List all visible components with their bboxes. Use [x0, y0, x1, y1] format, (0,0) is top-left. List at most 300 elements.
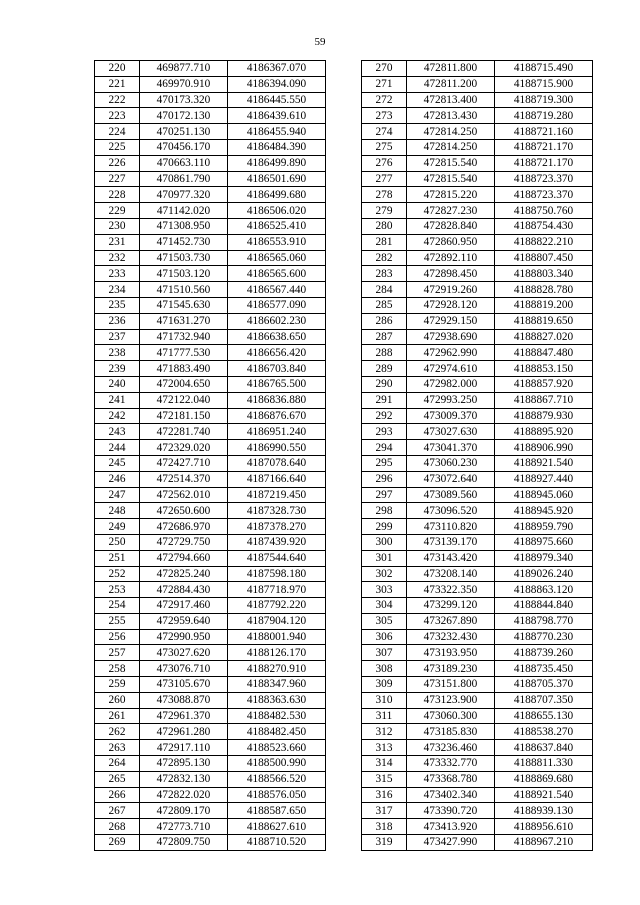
x-coordinate-cell: 472729.750 — [140, 534, 228, 550]
point-number-cell: 279 — [362, 203, 407, 219]
x-coordinate-cell: 472860.950 — [407, 234, 495, 250]
table-row — [362, 740, 593, 756]
table-row — [95, 92, 326, 108]
y-coordinate-cell: 4186638.650 — [228, 329, 326, 345]
x-coordinate-cell: 472832.130 — [140, 771, 228, 787]
y-coordinate-cell: 4188270.910 — [228, 661, 326, 677]
y-coordinate-cell: 4186565.600 — [228, 266, 326, 282]
y-coordinate-cell: 4187544.640 — [228, 550, 326, 566]
point-number-cell: 249 — [95, 519, 140, 535]
x-coordinate-cell: 471452.730 — [140, 234, 228, 250]
table-row — [362, 550, 593, 566]
point-number-cell: 261 — [95, 708, 140, 724]
y-coordinate-cell: 4187904.120 — [228, 613, 326, 629]
y-coordinate-cell: 4188867.710 — [495, 392, 593, 408]
point-number-cell: 242 — [95, 408, 140, 424]
y-coordinate-cell: 4187378.270 — [228, 519, 326, 535]
table-row — [95, 771, 326, 787]
x-coordinate-cell: 473193.950 — [407, 645, 495, 661]
y-coordinate-cell: 4188710.520 — [228, 835, 326, 851]
x-coordinate-cell: 472827.230 — [407, 203, 495, 219]
y-coordinate-cell: 4188853.150 — [495, 361, 593, 377]
x-coordinate-cell: 472959.640 — [140, 613, 228, 629]
table-row — [362, 282, 593, 298]
point-number-cell: 300 — [362, 534, 407, 550]
x-coordinate-cell: 472895.130 — [140, 756, 228, 772]
table-row — [362, 835, 593, 851]
table-row — [362, 708, 593, 724]
x-coordinate-cell: 472898.450 — [407, 266, 495, 282]
y-coordinate-cell: 4187166.640 — [228, 471, 326, 487]
y-coordinate-cell: 4188844.840 — [495, 598, 593, 614]
table-row — [362, 645, 593, 661]
y-coordinate-cell: 4186506.020 — [228, 203, 326, 219]
y-coordinate-cell: 4188945.060 — [495, 487, 593, 503]
y-coordinate-cell: 4186990.550 — [228, 440, 326, 456]
table-row — [95, 124, 326, 140]
table-row — [95, 819, 326, 835]
point-number-cell: 248 — [95, 503, 140, 519]
table-row — [95, 234, 326, 250]
table-row — [95, 645, 326, 661]
point-number-cell: 258 — [95, 661, 140, 677]
point-number-cell: 319 — [362, 835, 407, 851]
point-number-cell: 308 — [362, 661, 407, 677]
table-row — [362, 819, 593, 835]
point-number-cell: 231 — [95, 234, 140, 250]
point-number-cell: 239 — [95, 361, 140, 377]
table-row — [95, 376, 326, 392]
point-number-cell: 255 — [95, 613, 140, 629]
x-coordinate-cell: 471883.490 — [140, 361, 228, 377]
x-coordinate-cell: 472814.250 — [407, 124, 495, 140]
point-number-cell: 222 — [95, 92, 140, 108]
x-coordinate-cell: 473041.370 — [407, 440, 495, 456]
point-number-cell: 283 — [362, 266, 407, 282]
y-coordinate-cell: 4188723.370 — [495, 187, 593, 203]
y-coordinate-cell: 4186602.230 — [228, 313, 326, 329]
table-row — [362, 250, 593, 266]
point-number-cell: 257 — [95, 645, 140, 661]
point-number-cell: 302 — [362, 566, 407, 582]
table-row — [95, 266, 326, 282]
table-row — [95, 455, 326, 471]
point-number-cell: 270 — [362, 61, 407, 77]
y-coordinate-cell: 4188715.900 — [495, 76, 593, 92]
point-number-cell: 295 — [362, 455, 407, 471]
x-coordinate-cell: 472811.200 — [407, 76, 495, 92]
x-coordinate-cell: 473427.990 — [407, 835, 495, 851]
x-coordinate-cell: 473088.870 — [140, 692, 228, 708]
table-row — [95, 171, 326, 187]
y-coordinate-cell: 4188921.540 — [495, 787, 593, 803]
x-coordinate-cell: 472917.110 — [140, 740, 228, 756]
x-coordinate-cell: 471503.730 — [140, 250, 228, 266]
point-number-cell: 275 — [362, 139, 407, 155]
table-row — [95, 550, 326, 566]
y-coordinate-cell: 4188798.770 — [495, 613, 593, 629]
y-coordinate-cell: 4188655.130 — [495, 708, 593, 724]
x-coordinate-cell: 472813.400 — [407, 92, 495, 108]
point-number-cell: 241 — [95, 392, 140, 408]
x-coordinate-cell: 473368.780 — [407, 771, 495, 787]
y-coordinate-cell: 4187328.730 — [228, 503, 326, 519]
y-coordinate-cell: 4188822.210 — [495, 234, 593, 250]
y-coordinate-cell: 4186367.070 — [228, 61, 326, 77]
table-row — [362, 661, 593, 677]
x-coordinate-cell: 472686.970 — [140, 519, 228, 535]
point-number-cell: 274 — [362, 124, 407, 140]
y-coordinate-cell: 4186951.240 — [228, 424, 326, 440]
x-coordinate-cell: 473322.350 — [407, 582, 495, 598]
y-coordinate-cell: 4186577.090 — [228, 297, 326, 313]
y-coordinate-cell: 4186525.410 — [228, 218, 326, 234]
table-row — [362, 345, 593, 361]
table-row — [95, 708, 326, 724]
point-number-cell: 252 — [95, 566, 140, 582]
point-number-cell: 266 — [95, 787, 140, 803]
y-coordinate-cell: 4189026.240 — [495, 566, 593, 582]
point-number-cell: 288 — [362, 345, 407, 361]
table-row — [95, 203, 326, 219]
table-row — [362, 756, 593, 772]
table-row — [95, 282, 326, 298]
x-coordinate-cell: 473413.920 — [407, 819, 495, 835]
y-coordinate-cell: 4186765.500 — [228, 376, 326, 392]
point-number-cell: 223 — [95, 108, 140, 124]
x-coordinate-cell: 473027.620 — [140, 645, 228, 661]
x-coordinate-cell: 470172.130 — [140, 108, 228, 124]
y-coordinate-cell: 4187598.180 — [228, 566, 326, 582]
y-coordinate-cell: 4188939.130 — [495, 803, 593, 819]
point-number-cell: 260 — [95, 692, 140, 708]
y-coordinate-cell: 4188811.330 — [495, 756, 593, 772]
table-row — [95, 519, 326, 535]
y-coordinate-cell: 4188895.920 — [495, 424, 593, 440]
point-number-cell: 316 — [362, 787, 407, 803]
table-row — [95, 313, 326, 329]
point-number-cell: 293 — [362, 424, 407, 440]
point-number-cell: 238 — [95, 345, 140, 361]
y-coordinate-cell: 4188482.450 — [228, 724, 326, 740]
x-coordinate-cell: 472773.710 — [140, 819, 228, 835]
point-number-cell: 254 — [95, 598, 140, 614]
table-row — [95, 392, 326, 408]
x-coordinate-cell: 473151.800 — [407, 677, 495, 693]
y-coordinate-cell: 4188803.340 — [495, 266, 593, 282]
y-coordinate-cell: 4188979.340 — [495, 550, 593, 566]
point-number-cell: 264 — [95, 756, 140, 772]
point-number-cell: 291 — [362, 392, 407, 408]
y-coordinate-cell: 4188721.160 — [495, 124, 593, 140]
y-coordinate-cell: 4187718.970 — [228, 582, 326, 598]
y-coordinate-cell: 4188735.450 — [495, 661, 593, 677]
y-coordinate-cell: 4188723.370 — [495, 171, 593, 187]
table-row — [362, 408, 593, 424]
x-coordinate-cell: 472919.260 — [407, 282, 495, 298]
table-row — [95, 661, 326, 677]
point-number-cell: 259 — [95, 677, 140, 693]
table-row — [95, 361, 326, 377]
y-coordinate-cell: 4188707.350 — [495, 692, 593, 708]
table-row — [362, 155, 593, 171]
y-coordinate-cell: 4188959.790 — [495, 519, 593, 535]
coordinates-table-left — [94, 60, 326, 851]
x-coordinate-cell: 472809.170 — [140, 803, 228, 819]
y-coordinate-cell: 4188975.660 — [495, 534, 593, 550]
table-row — [362, 503, 593, 519]
x-coordinate-cell: 472961.280 — [140, 724, 228, 740]
y-coordinate-cell: 4188627.610 — [228, 819, 326, 835]
point-number-cell: 251 — [95, 550, 140, 566]
table-row — [362, 218, 593, 234]
y-coordinate-cell: 4188705.370 — [495, 677, 593, 693]
table-row — [362, 124, 593, 140]
point-number-cell: 221 — [95, 76, 140, 92]
y-coordinate-cell: 4188363.630 — [228, 692, 326, 708]
table-row — [95, 724, 326, 740]
x-coordinate-cell: 470861.790 — [140, 171, 228, 187]
x-coordinate-cell: 473027.630 — [407, 424, 495, 440]
x-coordinate-cell: 473390.720 — [407, 803, 495, 819]
x-coordinate-cell: 472822.020 — [140, 787, 228, 803]
y-coordinate-cell: 4188921.540 — [495, 455, 593, 471]
x-coordinate-cell: 472828.840 — [407, 218, 495, 234]
point-number-cell: 317 — [362, 803, 407, 819]
x-coordinate-cell: 472004.650 — [140, 376, 228, 392]
x-coordinate-cell: 473267.890 — [407, 613, 495, 629]
table-row — [95, 76, 326, 92]
table-row — [95, 835, 326, 851]
point-number-cell: 235 — [95, 297, 140, 313]
y-coordinate-cell: 4188857.920 — [495, 376, 593, 392]
point-number-cell: 256 — [95, 629, 140, 645]
table-row — [95, 155, 326, 171]
table-row — [362, 203, 593, 219]
table-row — [95, 471, 326, 487]
y-coordinate-cell: 4188523.660 — [228, 740, 326, 756]
table-row — [362, 455, 593, 471]
x-coordinate-cell: 472809.750 — [140, 835, 228, 851]
point-number-cell: 220 — [95, 61, 140, 77]
y-coordinate-cell: 4186499.680 — [228, 187, 326, 203]
table-row — [362, 76, 593, 92]
x-coordinate-cell: 472814.250 — [407, 139, 495, 155]
y-coordinate-cell: 4186455.940 — [228, 124, 326, 140]
point-number-cell: 282 — [362, 250, 407, 266]
point-number-cell: 287 — [362, 329, 407, 345]
point-number-cell: 273 — [362, 108, 407, 124]
table-row — [95, 803, 326, 819]
y-coordinate-cell: 4188879.930 — [495, 408, 593, 424]
y-coordinate-cell: 4186439.610 — [228, 108, 326, 124]
y-coordinate-cell: 4188967.210 — [495, 835, 593, 851]
y-coordinate-cell: 4186876.670 — [228, 408, 326, 424]
table-row — [362, 771, 593, 787]
x-coordinate-cell: 472794.660 — [140, 550, 228, 566]
table-row — [362, 92, 593, 108]
point-number-cell: 292 — [362, 408, 407, 424]
x-coordinate-cell: 472884.430 — [140, 582, 228, 598]
x-coordinate-cell: 470663.110 — [140, 155, 228, 171]
table-row — [95, 408, 326, 424]
x-coordinate-cell: 472650.600 — [140, 503, 228, 519]
point-number-cell: 272 — [362, 92, 407, 108]
point-number-cell: 303 — [362, 582, 407, 598]
x-coordinate-cell: 473072.640 — [407, 471, 495, 487]
x-coordinate-cell: 473332.770 — [407, 756, 495, 772]
table-row — [95, 187, 326, 203]
x-coordinate-cell: 469877.710 — [140, 61, 228, 77]
point-number-cell: 263 — [95, 740, 140, 756]
point-number-cell: 296 — [362, 471, 407, 487]
x-coordinate-cell: 471732.940 — [140, 329, 228, 345]
y-coordinate-cell: 4186567.440 — [228, 282, 326, 298]
x-coordinate-cell: 473123.900 — [407, 692, 495, 708]
y-coordinate-cell: 4186703.840 — [228, 361, 326, 377]
point-number-cell: 286 — [362, 313, 407, 329]
x-coordinate-cell: 472122.040 — [140, 392, 228, 408]
point-number-cell: 236 — [95, 313, 140, 329]
point-number-cell: 294 — [362, 440, 407, 456]
table-row — [95, 297, 326, 313]
point-number-cell: 224 — [95, 124, 140, 140]
x-coordinate-cell: 470977.320 — [140, 187, 228, 203]
y-coordinate-cell: 4188869.680 — [495, 771, 593, 787]
y-coordinate-cell: 4187219.450 — [228, 487, 326, 503]
x-coordinate-cell: 472929.150 — [407, 313, 495, 329]
x-coordinate-cell: 473076.710 — [140, 661, 228, 677]
table-row — [95, 787, 326, 803]
table-row — [362, 787, 593, 803]
point-number-cell: 285 — [362, 297, 407, 313]
y-coordinate-cell: 4187439.920 — [228, 534, 326, 550]
x-coordinate-cell: 473009.370 — [407, 408, 495, 424]
table-row — [362, 187, 593, 203]
point-number-cell: 297 — [362, 487, 407, 503]
y-coordinate-cell: 4188538.270 — [495, 724, 593, 740]
x-coordinate-cell: 472982.000 — [407, 376, 495, 392]
point-number-cell: 268 — [95, 819, 140, 835]
y-coordinate-cell: 4188945.920 — [495, 503, 593, 519]
point-number-cell: 298 — [362, 503, 407, 519]
point-number-cell: 284 — [362, 282, 407, 298]
x-coordinate-cell: 470456.170 — [140, 139, 228, 155]
y-coordinate-cell: 4188715.490 — [495, 61, 593, 77]
point-number-cell: 234 — [95, 282, 140, 298]
point-number-cell: 311 — [362, 708, 407, 724]
table-row — [362, 108, 593, 124]
y-coordinate-cell: 4186565.060 — [228, 250, 326, 266]
x-coordinate-cell: 473060.300 — [407, 708, 495, 724]
y-coordinate-cell: 4188576.050 — [228, 787, 326, 803]
point-number-cell: 265 — [95, 771, 140, 787]
y-coordinate-cell: 4188566.520 — [228, 771, 326, 787]
table-row — [362, 534, 593, 550]
table-row — [95, 345, 326, 361]
point-number-cell: 290 — [362, 376, 407, 392]
point-number-cell: 312 — [362, 724, 407, 740]
point-number-cell: 237 — [95, 329, 140, 345]
point-number-cell: 278 — [362, 187, 407, 203]
point-number-cell: 315 — [362, 771, 407, 787]
point-number-cell: 310 — [362, 692, 407, 708]
table-row — [362, 266, 593, 282]
table-row — [95, 503, 326, 519]
table-row — [362, 692, 593, 708]
y-coordinate-cell: 4188721.170 — [495, 139, 593, 155]
x-coordinate-cell: 472962.990 — [407, 345, 495, 361]
x-coordinate-cell: 473089.560 — [407, 487, 495, 503]
y-coordinate-cell: 4186484.390 — [228, 139, 326, 155]
point-number-cell: 280 — [362, 218, 407, 234]
point-number-cell: 232 — [95, 250, 140, 266]
table-row — [95, 61, 326, 77]
point-number-cell: 299 — [362, 519, 407, 535]
point-number-cell: 244 — [95, 440, 140, 456]
point-number-cell: 306 — [362, 629, 407, 645]
x-coordinate-cell: 472281.740 — [140, 424, 228, 440]
point-number-cell: 262 — [95, 724, 140, 740]
page-number: 59 — [314, 36, 326, 48]
x-coordinate-cell: 469970.910 — [140, 76, 228, 92]
x-coordinate-cell: 472562.010 — [140, 487, 228, 503]
y-coordinate-cell: 4188750.760 — [495, 203, 593, 219]
table-row — [95, 613, 326, 629]
table-row — [95, 740, 326, 756]
point-number-cell: 250 — [95, 534, 140, 550]
x-coordinate-cell: 472928.120 — [407, 297, 495, 313]
table-row — [362, 329, 593, 345]
x-coordinate-cell: 471631.270 — [140, 313, 228, 329]
x-coordinate-cell: 472974.610 — [407, 361, 495, 377]
x-coordinate-cell: 473105.670 — [140, 677, 228, 693]
table-row — [95, 692, 326, 708]
table-row — [362, 361, 593, 377]
y-coordinate-cell: 4188819.200 — [495, 297, 593, 313]
point-number-cell: 247 — [95, 487, 140, 503]
point-number-cell: 228 — [95, 187, 140, 203]
y-coordinate-cell: 4188770.230 — [495, 629, 593, 645]
x-coordinate-cell: 471142.020 — [140, 203, 228, 219]
x-coordinate-cell: 472961.370 — [140, 708, 228, 724]
x-coordinate-cell: 473236.460 — [407, 740, 495, 756]
point-number-cell: 277 — [362, 171, 407, 187]
table-row — [362, 677, 593, 693]
x-coordinate-cell: 472892.110 — [407, 250, 495, 266]
x-coordinate-cell: 472329.020 — [140, 440, 228, 456]
point-number-cell: 307 — [362, 645, 407, 661]
y-coordinate-cell: 4188500.990 — [228, 756, 326, 772]
y-coordinate-cell: 4186836.880 — [228, 392, 326, 408]
y-coordinate-cell: 4187792.220 — [228, 598, 326, 614]
table-row — [95, 566, 326, 582]
table-row — [362, 519, 593, 535]
x-coordinate-cell: 472815.220 — [407, 187, 495, 203]
table-row — [362, 424, 593, 440]
table-row — [362, 440, 593, 456]
table-row — [362, 313, 593, 329]
x-coordinate-cell: 473096.520 — [407, 503, 495, 519]
y-coordinate-cell: 4188927.440 — [495, 471, 593, 487]
x-coordinate-cell: 473208.140 — [407, 566, 495, 582]
table-row — [95, 487, 326, 503]
y-coordinate-cell: 4186394.090 — [228, 76, 326, 92]
table-row — [362, 376, 593, 392]
table-row — [362, 566, 593, 582]
table-row — [362, 139, 593, 155]
table-row — [95, 598, 326, 614]
